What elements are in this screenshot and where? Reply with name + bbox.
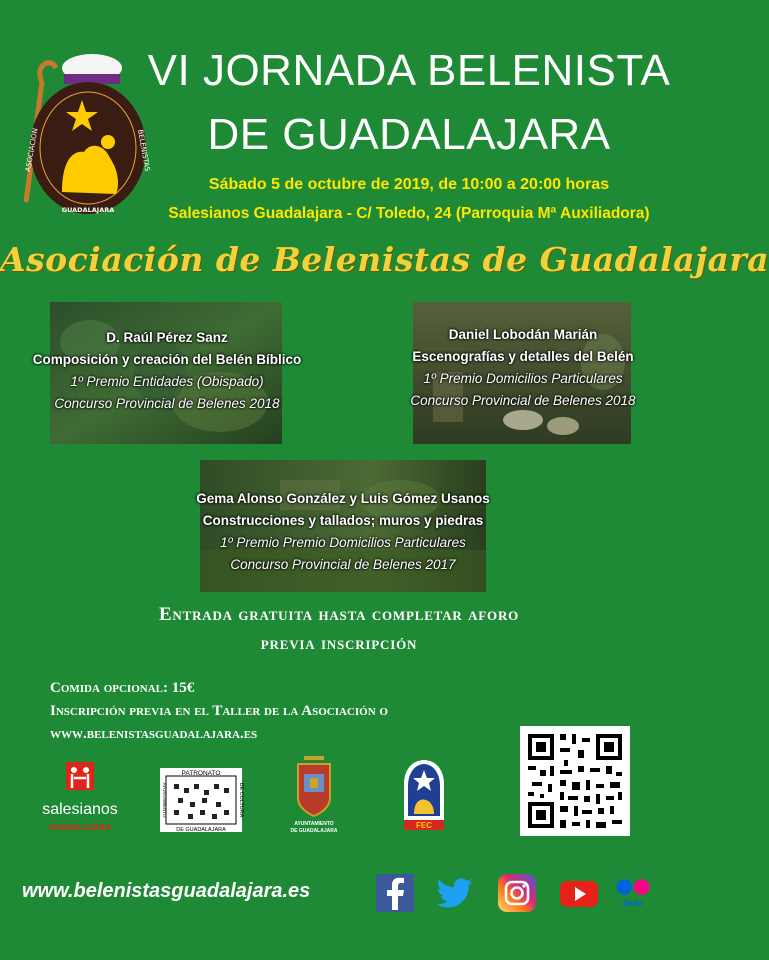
footer-website-link[interactable]: www.belenistasguadalajara.es [22, 880, 311, 902]
registration-line: previa inscripción [260, 633, 418, 654]
flickr-icon[interactable] [614, 874, 652, 912]
patronato-left-text: AYUNTAMIENTO [162, 782, 167, 818]
speaker-2-contest: Concurso Provincial de Belenes 2018 [410, 393, 636, 408]
speaker-2-award: 1º Premio Domicilios Particulares [423, 371, 623, 386]
qr-code-icon[interactable] [520, 726, 630, 836]
salesianos-logo [36, 760, 124, 840]
flickr-label: flickr [622, 897, 644, 908]
association-name: Asociación de Belenistas de Guadalajara [0, 240, 769, 279]
speaker-3-topic: Construcciones y tallados; muros y piedras [202, 513, 484, 528]
main-title-line-1: VI JORNADA BELENISTA [147, 46, 671, 95]
optional-meal: Comida opcional: 15€ [50, 680, 195, 696]
speaker-1-contest: Concurso Provincial de Belenes 2018 [54, 396, 280, 411]
fec-text: FEC [416, 821, 432, 830]
logo-arc-left: ASOCIACION [24, 127, 40, 173]
speaker-1-name: D. Raúl Pérez Sanz [106, 330, 228, 345]
patronato-right-text: DE CULTURA [238, 782, 244, 818]
speaker-1-award: 1º Premio Entidades (Obispado) [70, 374, 264, 389]
ayuntamiento-crest [290, 752, 338, 834]
main-title-line-2: DE GUADALAJARA [207, 110, 611, 159]
event-date: Sábado 5 de octubre de 2019, de 10:00 a 20:00 horas [208, 176, 610, 193]
fec-logo [400, 756, 448, 836]
logo-bottom-text: GUADALAJARA [61, 206, 115, 214]
ayuntamiento-text-1: AYUNTAMIENTO [294, 821, 334, 827]
speaker-2-topic: Escenografías y detalles del Belén [412, 349, 634, 364]
speaker-2-text [398, 324, 648, 412]
registration-url[interactable]: www.belenistasguadalajara.es [50, 726, 258, 742]
patronato-cultura-logo [160, 768, 242, 832]
patronato-bottom-text: DE GUADALAJARA [176, 827, 226, 833]
ayuntamiento-text-2: DE GUADALAJARA [290, 828, 338, 834]
speaker-3-contest: Concurso Provincial de Belenes 2017 [230, 557, 456, 572]
registration-info: Inscripción previa en el Taller de la Asociación o [50, 703, 388, 719]
instagram-icon[interactable] [498, 874, 536, 912]
patronato-top-text: PATRONATO [181, 770, 221, 777]
facebook-icon[interactable] [376, 874, 414, 912]
salesianos-name: salesianos [42, 801, 118, 818]
speaker-3-text [143, 488, 543, 576]
event-venue: Salesianos Guadalajara - C/ Toledo, 24 (Parroquia Mª Auxiliadora) [168, 205, 650, 222]
twitter-icon[interactable] [436, 874, 474, 912]
association-logo [12, 52, 152, 222]
speaker-2-name: Daniel Lobodán Marián [448, 327, 598, 342]
youtube-icon[interactable] [560, 874, 598, 912]
speaker-1-text [0, 327, 334, 415]
free-entry-line: Entrada gratuita hasta completar aforo [158, 604, 520, 625]
speaker-3-award: 1º Premio Premio Domicilios Particulares [220, 535, 466, 550]
logo-arc-right: BELENISTAS [136, 128, 152, 172]
speaker-1-topic: Composición y creación del Belén Bíblico [32, 352, 302, 367]
salesianos-city: GUADALAJARA [49, 823, 111, 832]
speaker-3-name: Gema Alonso González y Luis Gómez Usanos [196, 491, 490, 506]
